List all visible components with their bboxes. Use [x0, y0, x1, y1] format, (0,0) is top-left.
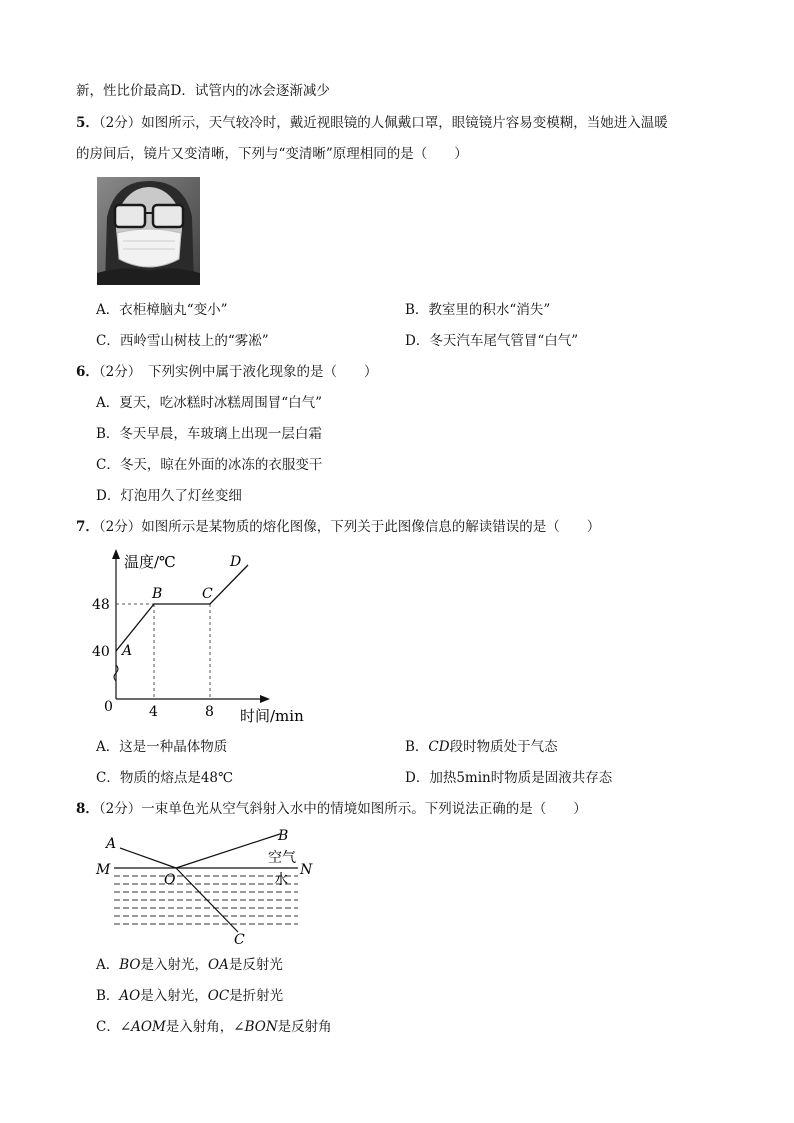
q7-stem: [76, 518, 600, 536]
q7-option-a[interactable]: A．这是一种晶体物质: [96, 739, 228, 755]
q7-option-b-text: 段时物质处于气态: [449, 739, 558, 755]
x-tick-4: 4: [149, 704, 158, 720]
q8-option-c-angle2: ∠BON: [233, 1019, 278, 1035]
ray-ob: [176, 834, 280, 868]
q7-number: 7．: [76, 519, 99, 535]
q6-option-a[interactable]: A．夏天，吃冰糕时冰糕周围冒“白气”: [96, 395, 323, 411]
q8-option-b-end: 是折射光: [229, 988, 284, 1004]
label-n: N: [300, 862, 313, 878]
melting-graph: [90, 545, 330, 730]
q8-option-c-mid: 是入射角，: [165, 1019, 234, 1035]
ray-oc: [176, 868, 238, 932]
q7-text: 如图所示是某物质的熔化图像，下列关于此图像信息的解读错误的是（ ）: [141, 519, 601, 535]
q8-points: （2分）: [98, 801, 142, 817]
q8-option-a-mid: 是入射光，: [140, 957, 208, 973]
q5-option-d[interactable]: D．冬天汽车尾气管冒“白气”: [405, 333, 579, 349]
continuation-text: 新，性比价最高D．试管内的冰会逐渐减少: [76, 83, 330, 99]
ray-ao: [120, 848, 176, 868]
q5-text1: 如图所示，天气较冷时，戴近视眼镜的人佩戴口罩，眼镜镜片容易变模糊，当她进入温暖: [141, 115, 668, 131]
y-axis-label: 温度/℃: [124, 553, 176, 571]
q5-stem-line2: 的房间后，镜片又变清晰，下列与“变清晰”原理相同的是（ ）: [76, 146, 468, 162]
q8-option-b-ray1: AO: [119, 988, 141, 1004]
q6-option-d[interactable]: D．灯泡用久了灯丝变细: [96, 488, 242, 504]
q6-stem: [76, 363, 378, 381]
q7-option-b-prefix: B．: [405, 739, 429, 755]
label-water: 水: [274, 872, 288, 888]
water-pattern: [114, 876, 298, 924]
q8-text: 一束单色光从空气斜射入水中的情境如图所示。下列说法正确的是（ ）: [141, 801, 587, 817]
q8-option-b-ray2: OC: [207, 988, 230, 1004]
q8-option-c[interactable]: [96, 1018, 332, 1036]
q8-option-a-ray2: OA: [208, 957, 229, 973]
masked-person-illustration: [97, 177, 200, 285]
q8-option-c-angle1: ∠AOM: [119, 1019, 166, 1035]
q8-option-c-prefix: C．: [96, 1019, 120, 1035]
q5-option-c[interactable]: C．西岭雪山树枝上的“雾凇”: [96, 333, 269, 349]
label-a: A: [106, 836, 117, 852]
q8-option-b-prefix: B．: [96, 988, 120, 1004]
q7-option-b[interactable]: [405, 738, 558, 756]
label-m: M: [96, 862, 111, 878]
q8-option-a-prefix: A．: [96, 957, 120, 973]
q8-option-b[interactable]: [96, 987, 283, 1005]
label-c: C: [234, 932, 245, 948]
q8-option-a[interactable]: [96, 956, 283, 974]
q7-option-d[interactable]: D．加热5min时物质是固液共存态: [405, 770, 613, 786]
q5-option-a[interactable]: A．衣柜樟脑丸“变小”: [96, 302, 228, 318]
point-a-label: A: [122, 643, 133, 659]
y-tick-40: 40: [92, 644, 110, 660]
q6-number: 6．: [76, 364, 99, 380]
q6-points: （2分）: [98, 364, 135, 380]
q5-points: （2分）: [98, 115, 142, 131]
q5-option-b[interactable]: B．教室里的积水“消失”: [405, 302, 551, 318]
label-o: O: [164, 872, 176, 888]
point-b-label: B: [152, 586, 163, 602]
q6-option-c[interactable]: C．冬天，晾在外面的冰冻的衣服变干: [96, 457, 323, 473]
q6-option-b[interactable]: B．冬天早晨，车玻璃上出现一层白霜: [96, 426, 322, 442]
x-axis-label: 时间/min: [240, 707, 304, 725]
q8-stem: [76, 800, 587, 818]
x-tick-8: 8: [205, 704, 214, 720]
label-air: 空气: [268, 850, 296, 866]
q5-stem-line1: [76, 114, 668, 132]
origin-label: 0: [104, 699, 113, 715]
y-tick-48: 48: [92, 597, 110, 613]
q7-option-c[interactable]: C．物质的熔点是48℃: [96, 770, 234, 786]
q5-number: 5．: [76, 115, 99, 131]
q6-text: 下列实例中属于液化现象的是（ ）: [134, 364, 378, 380]
point-d-label: D: [230, 554, 242, 570]
q7-option-b-segment: CD: [428, 739, 450, 755]
melting-curve: [116, 565, 248, 651]
q8-option-a-end: 是反射光: [228, 957, 283, 973]
q8-option-a-ray1: BO: [119, 957, 141, 973]
y-axis-arrow: [112, 549, 120, 559]
q8-option-c-end: 是反射角: [277, 1019, 332, 1035]
refraction-diagram: [92, 826, 322, 950]
masked-person-photo: [97, 177, 200, 285]
q7-points: （2分）: [98, 519, 142, 535]
q8-number: 8．: [76, 801, 99, 817]
q8-option-b-mid: 是入射光，: [140, 988, 208, 1004]
label-b: B: [278, 828, 289, 844]
x-axis-arrow: [260, 695, 270, 703]
point-c-label: C: [202, 586, 213, 602]
